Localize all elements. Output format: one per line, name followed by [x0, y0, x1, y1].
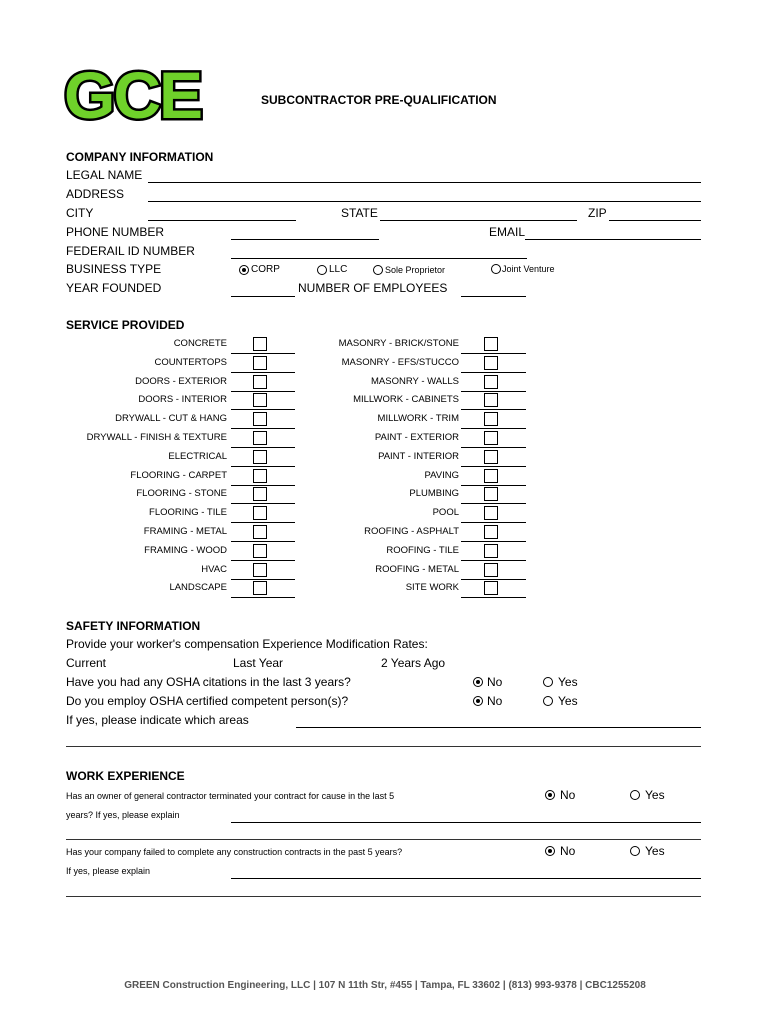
service-checkbox-masonry-brick-stone[interactable] [484, 337, 498, 351]
service-checkbox-countertops[interactable] [253, 356, 267, 370]
radio-sole-proprietor[interactable] [373, 265, 383, 275]
service-checkbox-plumbing[interactable] [484, 487, 498, 501]
service-label-drywall-cut-hang: DRYWALL - CUT & HANG [115, 413, 227, 424]
service-line-electrical [231, 466, 295, 467]
service-line-roofing-tile [461, 560, 526, 561]
footer-address: GREEN Construction Engineering, LLC | 107 N 11th Str, #455 | Tampa, FL 33602 | (813) 993-9378 | CBC1255208 [124, 980, 646, 991]
city-field[interactable] [148, 220, 296, 221]
emr-current-label: Current [66, 656, 107, 670]
service-label-millwork-trim: MILLWORK - TRIM [377, 413, 459, 424]
email-field[interactable] [525, 239, 701, 240]
federal-id-label: FEDERAIL ID NUMBER [66, 244, 195, 258]
emr-prompt: Provide your worker's compensation Experience Modification Rates: [66, 637, 428, 651]
service-checkbox-masonry-walls[interactable] [484, 375, 498, 389]
work-divider-2 [66, 896, 701, 897]
service-checkbox-landscape[interactable] [253, 581, 267, 595]
service-checkbox-hvac[interactable] [253, 563, 267, 577]
emr-two-years-label: 2 Years Ago [381, 656, 446, 670]
state-field[interactable] [380, 220, 577, 221]
service-checkbox-drywall-cut-hang[interactable] [253, 412, 267, 426]
gce-logo [62, 64, 222, 128]
terminated-question: Has an owner of general contractor terminated your contract for cause in the last 5 [66, 791, 395, 801]
service-checkbox-paint-interior[interactable] [484, 450, 498, 464]
areas-question: If yes, please indicate which areas [66, 713, 249, 727]
terminated-no-radio[interactable] [545, 790, 555, 800]
phone-field[interactable] [231, 239, 379, 240]
service-checkbox-roofing-asphalt[interactable] [484, 525, 498, 539]
service-checkbox-millwork-trim[interactable] [484, 412, 498, 426]
state-label: STATE [341, 206, 378, 220]
competent-person-yes-label: Yes [558, 694, 578, 708]
terminated-explain-label: years? If yes, please explain [66, 810, 180, 820]
form-title: SUBCONTRACTOR PRE-QUALIFICATION [261, 93, 497, 107]
service-label-plumbing: PLUMBING [409, 488, 459, 499]
service-line-hvac [231, 579, 295, 580]
service-label-drywall-finish-texture: DRYWALL - FINISH & TEXTURE [86, 432, 227, 443]
service-checkbox-framing-wood[interactable] [253, 544, 267, 558]
service-checkbox-doors-exterior[interactable] [253, 375, 267, 389]
terminated-no-label: No [560, 788, 576, 802]
city-label: CITY [66, 206, 94, 220]
failed-explain-field[interactable] [231, 878, 701, 879]
zip-field[interactable] [609, 220, 701, 221]
zip-label: ZIP [588, 206, 607, 220]
service-label-electrical: ELECTRICAL [168, 451, 227, 462]
service-label-site-work: SITE WORK [405, 582, 459, 593]
service-label-countertops: COUNTERTOPS [154, 357, 227, 368]
logo-text: GCE [64, 64, 202, 128]
sole-proprietor-label: Sole Proprietor [385, 265, 446, 275]
service-checkbox-doors-interior[interactable] [253, 393, 267, 407]
osha-citations-question: Have you had any OSHA citations in the last 3 years? [66, 675, 351, 689]
osha-citations-yes-radio[interactable] [543, 677, 553, 687]
service-line-framing-metal [231, 541, 295, 542]
failed-yes-radio[interactable] [630, 846, 640, 856]
failed-explain-label: If yes, please explain [66, 866, 151, 876]
service-line-countertops [231, 372, 295, 373]
service-label-pool: POOL [432, 507, 459, 518]
service-checkbox-concrete[interactable] [253, 337, 267, 351]
service-label-paint-exterior: PAINT - EXTERIOR [374, 432, 459, 443]
failed-yes-label: Yes [645, 844, 665, 858]
service-line-masonry-walls [461, 391, 526, 392]
service-line-doors-exterior [231, 391, 295, 392]
service-line-flooring-stone [231, 503, 295, 504]
service-line-paint-exterior [461, 447, 526, 448]
terminated-yes-radio[interactable] [630, 790, 640, 800]
service-line-landscape [231, 597, 295, 598]
service-checkbox-drywall-finish-texture[interactable] [253, 431, 267, 445]
service-line-flooring-tile [231, 522, 295, 523]
terminated-explain-field[interactable] [231, 822, 701, 823]
service-line-millwork-trim [461, 428, 526, 429]
service-label-doors-interior: DOORS - INTERIOR [138, 394, 227, 405]
service-line-flooring-carpet [231, 485, 295, 486]
service-label-landscape: LANDSCAPE [169, 582, 227, 593]
service-label-masonry-brick-stone: MASONRY - BRICK/STONE [338, 338, 459, 349]
work-heading: WORK EXPERIENCE [66, 769, 185, 783]
year-founded-label: YEAR FOUNDED [66, 281, 162, 295]
service-label-paving: PAVING [424, 470, 459, 481]
service-label-flooring-stone: FLOORING - STONE [136, 488, 227, 499]
service-line-drywall-finish-texture [231, 447, 295, 448]
terminated-yes-label: Yes [645, 788, 665, 802]
service-label-hvac: HVAC [201, 564, 227, 575]
radio-llc[interactable] [317, 265, 327, 275]
services-heading: SERVICE PROVIDED [66, 318, 185, 332]
competent-person-no-label: No [487, 694, 503, 708]
company-heading: COMPANY INFORMATION [66, 150, 214, 164]
failed-question: Has your company failed to complete any construction contracts in the past 5 years? [66, 847, 403, 857]
service-checkbox-site-work[interactable] [484, 581, 498, 595]
address-field[interactable] [148, 201, 701, 202]
service-checkbox-paint-exterior[interactable] [484, 431, 498, 445]
llc-label: LLC [329, 264, 348, 275]
year-founded-field[interactable] [231, 296, 295, 297]
corp-label: CORP [251, 264, 280, 275]
osha-citations-no-label: No [487, 675, 503, 689]
service-line-site-work [461, 597, 526, 598]
email-label: EMAIL [489, 225, 526, 239]
service-checkbox-roofing-tile[interactable] [484, 544, 498, 558]
service-label-roofing-asphalt: ROOFING - ASPHALT [364, 526, 459, 537]
work-divider-1 [66, 839, 701, 840]
service-label-masonry-efs-stucco: MASONRY - EFS/STUCCO [341, 357, 459, 368]
osha-citations-no-radio[interactable] [473, 677, 483, 687]
num-employees-field[interactable] [461, 296, 526, 297]
service-label-flooring-carpet: FLOORING - CARPET [130, 470, 227, 481]
service-checkbox-pool[interactable] [484, 506, 498, 520]
competent-person-no-radio[interactable] [473, 696, 483, 706]
service-line-plumbing [461, 503, 526, 504]
service-line-doors-interior [231, 409, 295, 410]
service-line-pool [461, 522, 526, 523]
safety-divider [66, 746, 701, 747]
service-line-roofing-asphalt [461, 541, 526, 542]
service-checkbox-millwork-cabinets[interactable] [484, 393, 498, 407]
failed-no-radio[interactable] [545, 846, 555, 856]
competent-person-question: Do you employ OSHA certified competent person(s)? [66, 694, 349, 708]
service-label-masonry-walls: MASONRY - WALLS [371, 376, 459, 387]
federal-id-field[interactable] [231, 258, 527, 259]
service-label-framing-wood: FRAMING - WOOD [144, 545, 227, 556]
areas-field[interactable] [296, 727, 701, 728]
service-label-millwork-cabinets: MILLWORK - CABINETS [353, 394, 459, 405]
service-line-paint-interior [461, 466, 526, 467]
joint-venture-label: Joint Venture [502, 264, 555, 274]
service-label-doors-exterior: DOORS - EXTERIOR [135, 376, 227, 387]
service-line-masonry-brick-stone [461, 353, 526, 354]
service-label-paint-interior: PAINT - INTERIOR [378, 451, 459, 462]
service-checkbox-masonry-efs-stucco[interactable] [484, 356, 498, 370]
service-checkbox-flooring-carpet[interactable] [253, 469, 267, 483]
service-line-concrete [231, 353, 295, 354]
legal-name-field[interactable] [148, 182, 701, 183]
service-label-framing-metal: FRAMING - METAL [143, 526, 227, 537]
num-employees-label: NUMBER OF EMPLOYEES [298, 281, 448, 295]
service-checkbox-framing-metal[interactable] [253, 525, 267, 539]
failed-no-label: No [560, 844, 576, 858]
radio-joint-venture[interactable] [491, 264, 501, 274]
emr-last-year-label: Last Year [233, 656, 284, 670]
service-line-paving [461, 485, 526, 486]
service-label-flooring-tile: FLOORING - TILE [149, 507, 227, 518]
service-line-drywall-cut-hang [231, 428, 295, 429]
service-checkbox-electrical[interactable] [253, 450, 267, 464]
service-checkbox-flooring-stone[interactable] [253, 487, 267, 501]
radio-corp[interactable] [239, 265, 249, 275]
service-line-framing-wood [231, 560, 295, 561]
service-checkbox-flooring-tile[interactable] [253, 506, 267, 520]
service-checkbox-roofing-metal[interactable] [484, 563, 498, 577]
service-checkbox-paving[interactable] [484, 469, 498, 483]
service-line-masonry-efs-stucco [461, 372, 526, 373]
service-line-roofing-metal [461, 579, 526, 580]
competent-person-yes-radio[interactable] [543, 696, 553, 706]
service-line-millwork-cabinets [461, 409, 526, 410]
service-label-roofing-tile: ROOFING - TILE [386, 545, 459, 556]
business-type-label: BUSINESS TYPE [66, 262, 162, 276]
legal-name-label: LEGAL NAME [66, 168, 143, 182]
address-label: ADDRESS [66, 187, 125, 201]
safety-heading: SAFETY INFORMATION [66, 619, 201, 633]
service-label-concrete: CONCRETE [173, 338, 227, 349]
service-label-roofing-metal: ROOFING - METAL [375, 564, 459, 575]
phone-label: PHONE NUMBER [66, 225, 165, 239]
osha-citations-yes-label: Yes [558, 675, 578, 689]
